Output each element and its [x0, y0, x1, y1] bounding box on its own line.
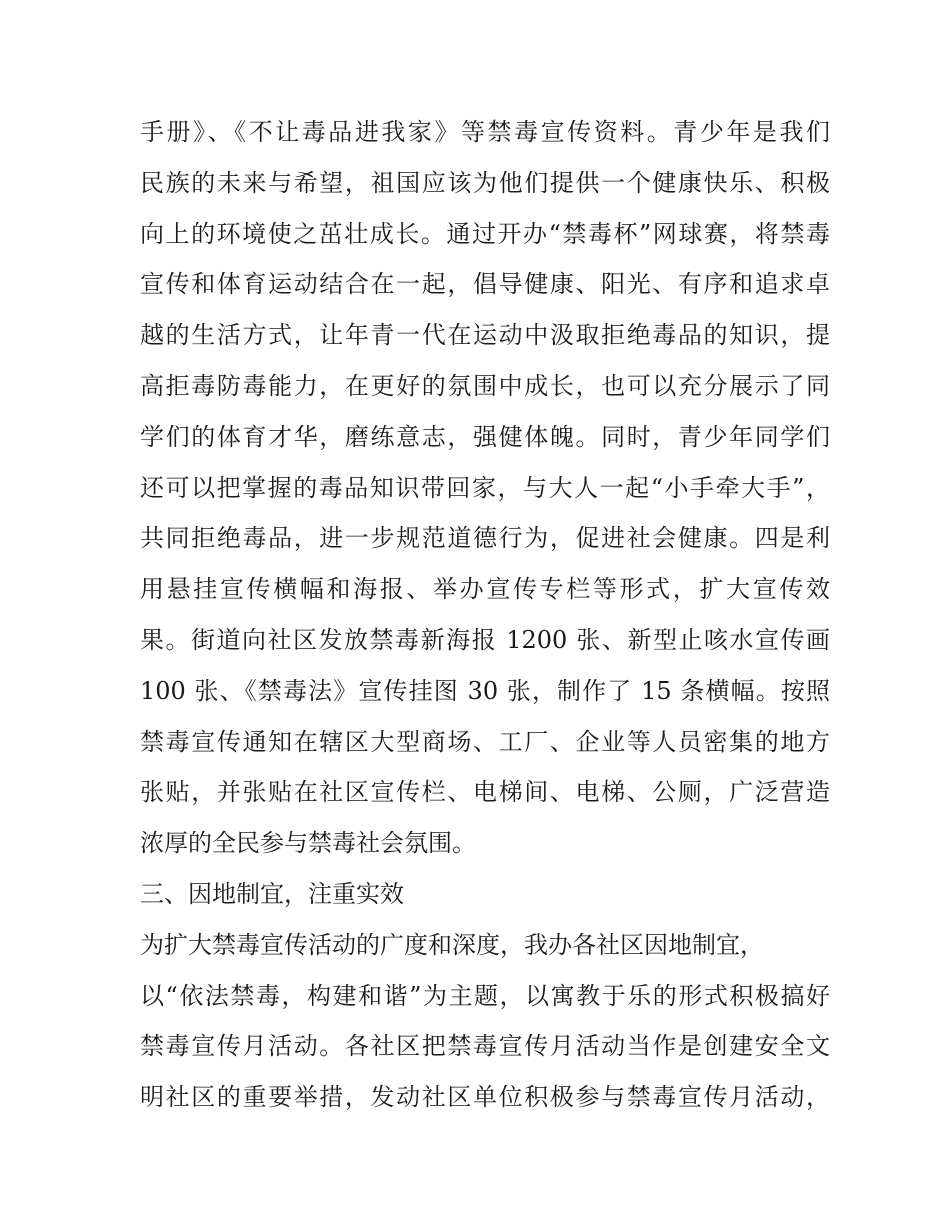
- body-text: [140, 107, 830, 1123]
- text-line: 学们的体育才华，磨练意志，强健体魄。同时，青少年同学们: [140, 422, 830, 451]
- text-line: 100 张、《禁毒法》宣传挂图 30 张，制作了 15 条横幅。按照: [140, 676, 830, 705]
- text-line: 明社区的重要举措，发动社区单位积极参与禁毒宣传月活动，: [140, 1083, 830, 1112]
- text-line: 果。街道向社区发放禁毒新海报 1200 张、新型止咳水宣传画: [140, 625, 830, 654]
- text-line: 禁毒宣传月活动。各社区把禁毒宣传月活动当作是创建安全文: [140, 1032, 830, 1061]
- text-line: 为扩大禁毒宣传活动的广度和深度，我办各社区因地制宜，: [140, 930, 764, 959]
- text-line: 高拒毒防毒能力，在更好的氛围中成长，也可以充分展示了同: [140, 371, 830, 400]
- text-line: 民族的未来与希望，祖国应该为他们提供一个健康快乐、积极: [140, 168, 830, 197]
- text-line: 以“依法禁毒，构建和谐”为主题，以寓教于乐的形式积极搞好: [140, 981, 830, 1010]
- text-line: 手册》、《不让毒品进我家》等禁毒宣传资料。青少年是我们: [140, 118, 830, 146]
- text-line: 禁毒宣传通知在辖区大型商场、工厂、企业等人员密集的地方: [140, 727, 830, 756]
- text-line: 用悬挂宣传横幅和海报、举办宣传专栏等形式，扩大宣传效: [140, 575, 830, 604]
- text-line: 浓厚的全民参与禁毒社会氛围。: [140, 829, 476, 858]
- text-line: 共同拒绝毒品，进一步规范道德行为，促进社会健康。四是利: [140, 524, 830, 553]
- text-line: 向上的环境使之茁壮成长。通过开办“禁毒杯”网球赛，将禁毒: [140, 219, 830, 248]
- text-line: 张贴，并张贴在社区宣传栏、电梯间、电梯、公厕，广泛营造: [140, 778, 830, 807]
- text-line: 还可以把掌握的毒品知识带回家，与大人一起“小手牵大手”，: [140, 473, 830, 502]
- text-line: 越的生活方式，让年青一代在运动中汲取拒绝毒品的知识，提: [140, 321, 830, 350]
- section-heading: 三、因地制宜，注重实效: [140, 879, 404, 908]
- text-line: 宣传和体育运动结合在一起，倡导健康、阳光、有序和追求卓: [140, 270, 830, 299]
